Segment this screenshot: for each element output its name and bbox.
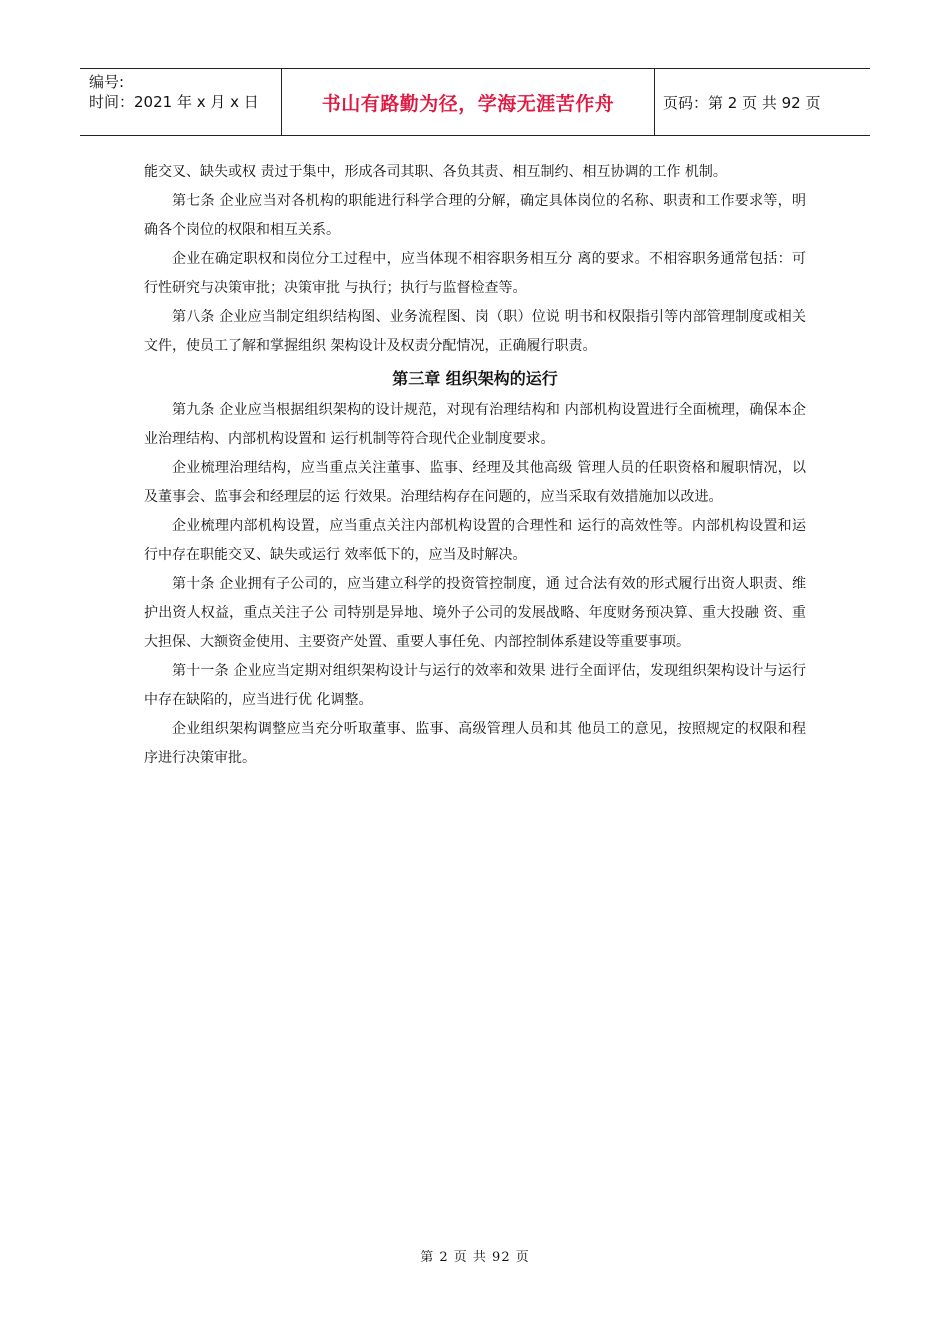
paragraph: 第八条 企业应当制定组织结构图、业务流程图、岗（职）位说 明书和权限指引等内部管理制度或相关文件，使员工了解和掌握组织 架构设计及权责分配情况，正确履行职责。 — [144, 309, 806, 354]
header-meta — [80, 69, 282, 135]
header-page-cell — [655, 69, 870, 135]
paragraph: 能交叉、缺失或权 责过于集中，形成各司其职、各负其责、相互制约、相互协调的工作 机制。 — [144, 164, 727, 180]
document-body — [144, 158, 806, 773]
paragraph: 第十一条 企业应当定期对组织架构设计与运行的效率和效果 进行全面评估，发现组织架构设计与运行中存在缺陷的，应当进行优 化调整。 — [144, 663, 806, 708]
footer-page-number: 第 2 页 共 92 页 — [420, 1250, 530, 1265]
header-page-number: 页码：第 2 页 共 92 页 — [663, 93, 821, 112]
document-number-label: 编号: — [89, 73, 125, 91]
paragraph: 企业组织架构调整应当充分听取董事、监事、高级管理人员和其 他员工的意见，按照规定的权限和程序进行决策审批。 — [144, 721, 806, 766]
page-header — [80, 68, 870, 136]
document-date: 时间：2021 年 x 月 x 日 — [89, 93, 259, 111]
page-footer — [0, 1246, 950, 1265]
paragraph: 第七条 企业应当对各机构的职能进行科学合理的分解，确定具体岗位的名称、职责和工作要求等，明确各个岗位的权限和相互关系。 — [144, 193, 806, 238]
paragraph: 企业梳理内部机构设置，应当重点关注内部机构设置的合理性和 运行的高效性等。内部机构设置和运行中存在职能交叉、缺失或运行 效率低下的，应当及时解决。 — [144, 518, 806, 563]
paragraph: 第十条 企业拥有子公司的，应当建立科学的投资管控制度，通 过合法有效的形式履行出资人职责、维护出资人权益，重点关注子公 司特别是异地、境外子公司的发展战略、年度财务预决算、重大投融 资、重大担保、大额资金使用、主要资产处置、重要人事任免、内部控制体系建设等重要事项。 — [144, 576, 806, 650]
paragraph: 企业梳理治理结构，应当重点关注董事、监事、经理及其他高级 管理人员的任职资格和履职情况，以及董事会、监事会和经理层的运 行效果。治理结构存在问题的，应当采取有效措施加以改进。 — [144, 460, 806, 505]
header-motto-cell — [282, 69, 655, 135]
chapter-heading: 第三章 组织架构的运行 — [392, 369, 558, 388]
paragraph: 企业在确定职权和岗位分工过程中，应当体现不相容职务相互分 离的要求。不相容职务通常包括：可行性研究与决策审批；决策审批 与执行；执行与监督检查等。 — [144, 251, 806, 296]
header-motto: 书山有路勤为径，学海无涯苦作舟 — [321, 92, 615, 115]
paragraph: 第九条 企业应当根据组织架构的设计规范，对现有治理结构和 内部机构设置进行全面梳理，确保本企业治理结构、内部机构设置和 运行机制等符合现代企业制度要求。 — [144, 402, 806, 447]
